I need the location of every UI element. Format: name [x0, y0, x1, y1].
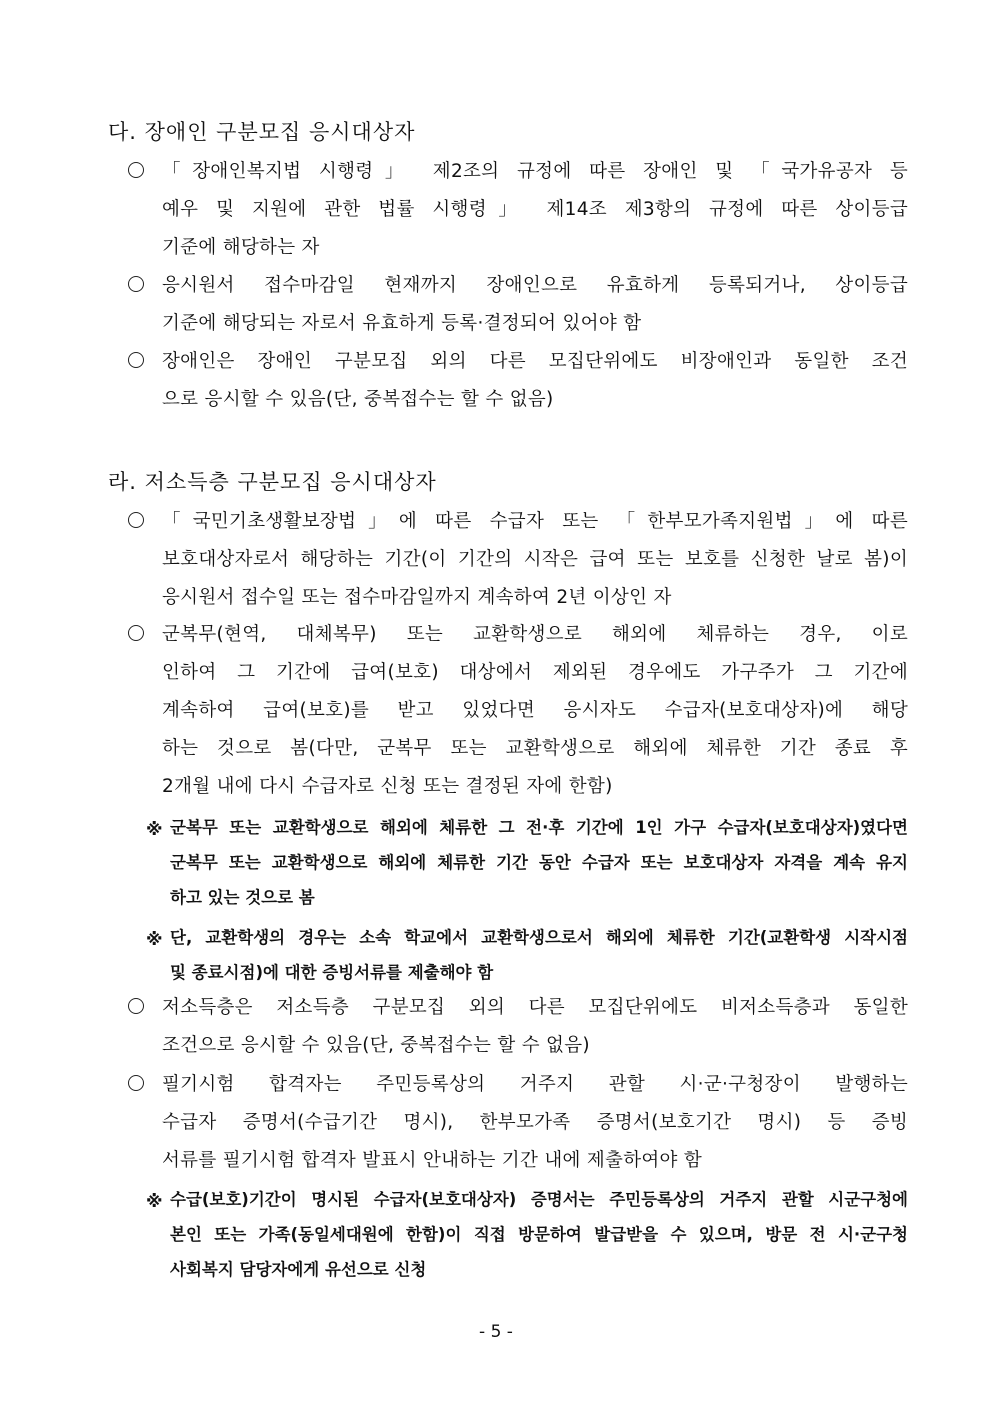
note-line: 하고 있는 것으로 봄 — [170, 888, 315, 907]
text-line: 2개월 내에 다시 수급자로 신청 또는 결정된 자에 한함) — [162, 776, 613, 797]
note-line: 군복무 또는 교환학생으로 해외에 체류한 기간 동안 수급자 또는 보호대상자 자격을 계속 유지 — [170, 853, 908, 872]
note-mark-icon: ※ — [146, 820, 163, 840]
text-line: 하는 것으로 봄(다만, 군복무 또는 교환학생으로 해외에 체류한 기간 종료 후 — [162, 738, 908, 759]
text-line: 기준에 해당하는 자 — [162, 237, 320, 258]
note-mark-icon: ※ — [146, 1192, 163, 1212]
note-line: 군복무 또는 교환학생으로 해외에 체류한 그 전·후 기간에 1인 가구 수급자(보호대상자)였다면 — [170, 818, 908, 837]
circle-bullet-icon — [128, 1075, 144, 1091]
note — [146, 1188, 908, 1293]
section-title-da: 다. 장애인 구분모집 응시대상자 — [108, 120, 416, 144]
list-item — [128, 158, 908, 272]
list-item — [128, 1071, 908, 1185]
page-number: - 5 - — [479, 1322, 513, 1342]
text-line: 보호대상자로서 해당하는 기간(이 기간의 시작은 급여 또는 보호를 신청한 날로 봄)이 — [162, 549, 908, 570]
note-line: 및 종료시점)에 대한 증빙서류를 제출해야 함 — [170, 963, 494, 982]
note-mark-icon: ※ — [146, 930, 163, 950]
note — [146, 926, 908, 996]
circle-bullet-icon — [128, 276, 144, 292]
note-line: 사회복지 담당자에게 유선으로 신청 — [170, 1260, 427, 1279]
text-line: 저소득층은 저소득층 구분모집 외의 다른 모집단위에도 비저소득층과 동일한 — [162, 997, 908, 1018]
note — [146, 816, 908, 921]
note-line: 본인 또는 가족(동일세대원에 한함)이 직접 방문하여 발급받을 수 있으며, 방문 전 시·군구청 — [170, 1225, 908, 1244]
text-line: 서류를 필기시험 합격자 발표시 안내하는 기간 내에 제출하여야 함 — [162, 1150, 703, 1171]
text-line: 응시원서 접수일 또는 접수마감일까지 계속하여 2년 이상인 자 — [162, 587, 672, 608]
text-line: 기준에 해당되는 자로서 유효하게 등록·결정되어 있어야 함 — [162, 313, 642, 334]
text-line: 인하여 그 기간에 급여(보호) 대상에서 제외된 경우에도 가구주가 그 기간에 — [162, 662, 908, 683]
list-item — [128, 994, 908, 1070]
text-line: 조건으로 응시할 수 있음(단, 중복접수는 할 수 없음) — [162, 1035, 590, 1056]
list-item — [128, 508, 908, 622]
text-line: 군복무(현역, 대체복무) 또는 교환학생으로 해외에 체류하는 경우, 이로 — [162, 624, 908, 645]
text-line: 장애인은 장애인 구분모집 외의 다른 모집단위에도 비장애인과 동일한 조건 — [162, 351, 908, 372]
circle-bullet-icon — [128, 512, 144, 528]
circle-bullet-icon — [128, 162, 144, 178]
note-line: 수급(보호)기간이 명시된 수급자(보호대상자) 증명서는 주민등록상의 거주지 관할 시군구청에 — [170, 1190, 908, 1209]
circle-bullet-icon — [128, 625, 144, 641]
text-line: 「국민기초생활보장법」에 따른 수급자 또는 「한부모가족지원법」에 따른 — [162, 511, 908, 532]
section-title-ra: 라. 저소득층 구분모집 응시대상자 — [108, 470, 437, 494]
list-item — [128, 621, 908, 811]
text-line: 수급자 증명서(수급기간 명시), 한부모가족 증명서(보호기간 명시) 등 증빙 — [162, 1112, 908, 1133]
list-item — [128, 272, 908, 348]
text-line: 응시원서 접수마감일 현재까지 장애인으로 유효하게 등록되거나, 상이등급 — [162, 275, 908, 296]
circle-bullet-icon — [128, 998, 144, 1014]
text-line: 계속하여 급여(보호)를 받고 있었다면 응시자도 수급자(보호대상자)에 해당 — [162, 700, 908, 721]
text-line: 필기시험 합격자는 주민등록상의 거주지 관할 시·군·구청장이 발행하는 — [162, 1074, 908, 1095]
text-line: 예우 및 지원에 관한 법률 시행령」 제14조 제3항의 규정에 따른 상이등급 — [162, 199, 908, 220]
note-line: 단, 교환학생의 경우는 소속 학교에서 교환학생으로서 해외에 체류한 기간(교환학생 시작시점 — [170, 928, 908, 947]
circle-bullet-icon — [128, 352, 144, 368]
text-line: 「장애인복지법 시행령」 제2조의 규정에 따른 장애인 및 「국가유공자 등 — [162, 161, 908, 182]
text-line: 으로 응시할 수 있음(단, 중복접수는 할 수 없음) — [162, 389, 554, 410]
list-item — [128, 348, 908, 424]
